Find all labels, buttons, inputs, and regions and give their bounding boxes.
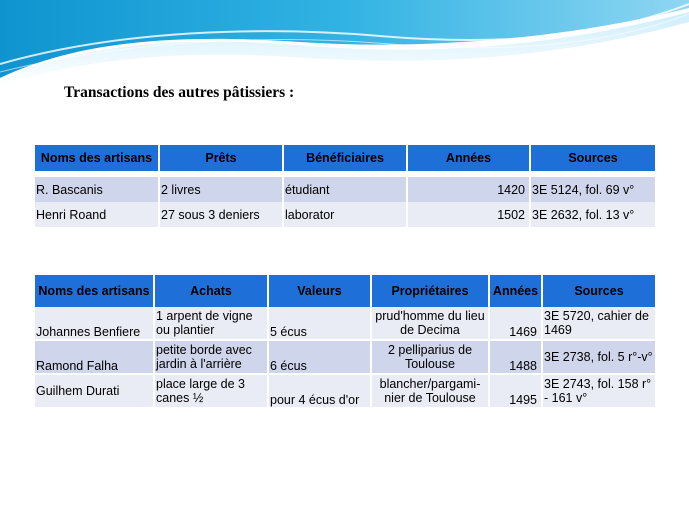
loans-table bbox=[35, 145, 655, 227]
header-wave-decoration bbox=[0, 0, 689, 90]
table-cell: petite borde avec jardin à l'arrière bbox=[154, 340, 268, 374]
column-header-proprietaires: Propriétaires bbox=[371, 275, 489, 307]
table-cell: 27 sous 3 deniers bbox=[159, 202, 283, 227]
table-cell: place large de 3 canes ½ bbox=[154, 374, 268, 407]
table-cell: étudiant bbox=[283, 177, 407, 202]
table-cell: blancher/pargami-nier de Toulouse bbox=[371, 374, 489, 407]
table-cell: 1488 bbox=[489, 340, 542, 374]
column-header-prets: Prêts bbox=[159, 145, 283, 171]
table-cell: Henri Roand bbox=[35, 202, 159, 227]
table-header-row bbox=[35, 145, 655, 171]
column-header-valeurs: Valeurs bbox=[268, 275, 371, 307]
table-cell: 1495 bbox=[489, 374, 542, 407]
table-cell: 1 arpent de vigne ou plantier bbox=[154, 307, 268, 340]
column-header-artisans: Noms des artisans bbox=[35, 145, 159, 171]
table-cell: 3E 2743, fol. 158 r° - 161 v° bbox=[542, 374, 655, 407]
table-cell: 1420 bbox=[407, 177, 530, 202]
column-header-annees: Années bbox=[489, 275, 542, 307]
table-row bbox=[35, 307, 655, 340]
table-cell: 3E 5720, cahier de 1469 bbox=[542, 307, 655, 340]
table-cell: Ramond Falha bbox=[35, 340, 154, 374]
column-header-beneficiaires: Bénéficiaires bbox=[283, 145, 407, 171]
table-cell: prud'homme du lieu de Decima bbox=[371, 307, 489, 340]
table-cell: Johannes Benfiere bbox=[35, 307, 154, 340]
column-header-sources: Sources bbox=[542, 275, 655, 307]
page-title: Transactions des autres pâtissiers : bbox=[64, 84, 295, 101]
table-cell: 2 livres bbox=[159, 177, 283, 202]
table-cell: R. Bascanis bbox=[35, 177, 159, 202]
column-header-achats: Achats bbox=[154, 275, 268, 307]
table-row bbox=[35, 202, 655, 227]
table-header-row bbox=[35, 275, 655, 307]
table-cell: 3E 2632, fol. 13 v° bbox=[530, 202, 655, 227]
table-cell: 3E 5124, fol. 69 v° bbox=[530, 177, 655, 202]
table-cell: Guilhem Durati bbox=[35, 374, 154, 407]
table-cell: 3E 2738, fol. 5 r°-v° bbox=[542, 340, 655, 374]
table-cell: pour 4 écus d'or bbox=[268, 374, 371, 407]
table-row bbox=[35, 340, 655, 374]
table-cell: 1469 bbox=[489, 307, 542, 340]
table-cell: 5 écus bbox=[268, 307, 371, 340]
table-row bbox=[35, 177, 655, 202]
table-cell: 6 écus bbox=[268, 340, 371, 374]
table-cell: 2 pelliparius de Toulouse bbox=[371, 340, 489, 374]
column-header-sources: Sources bbox=[530, 145, 655, 171]
table-cell: 1502 bbox=[407, 202, 530, 227]
purchases-table bbox=[35, 275, 655, 407]
column-header-annees: Années bbox=[407, 145, 530, 171]
table-cell: laborator bbox=[283, 202, 407, 227]
column-header-artisans: Noms des artisans bbox=[35, 275, 154, 307]
table-row bbox=[35, 374, 655, 407]
